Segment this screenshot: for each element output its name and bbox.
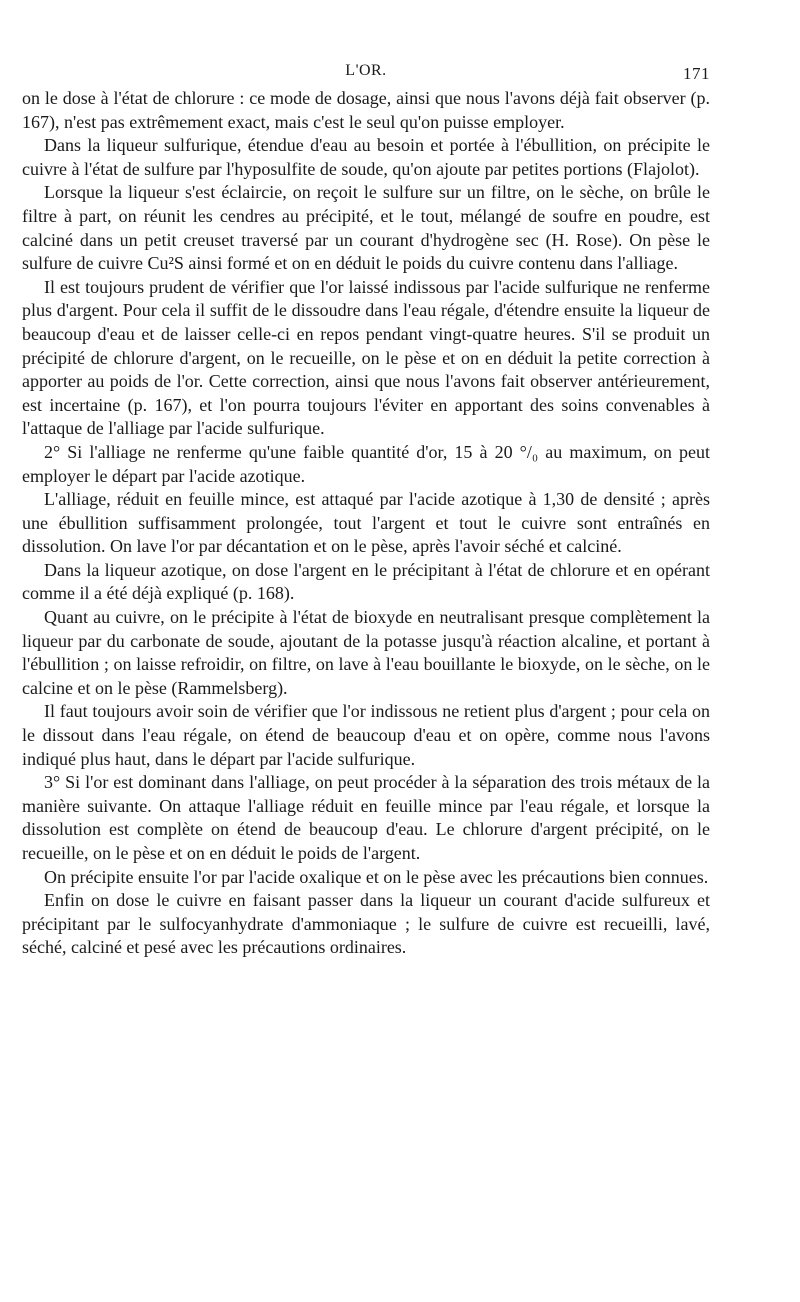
paragraph: Dans la liqueur sulfurique, étendue d'eau au besoin et portée à l'ébullition, on précipite le cuivre à l'état de sulfure par l'hyposulfite de soude, qu'on ajoute par petites portions (Flajolot).	[22, 135, 710, 179]
paragraph: Enfin on dose le cuivre en faisant passer dans la liqueur un courant d'acide sulfureux et précipitant par le sulfocyanhydrate d'ammoniaque ; le sulfure de cuivre est recueilli, lavé, séché, calciné et pesé avec les précautions ordinaires.	[22, 890, 710, 958]
paragraph: Dans la liqueur azotique, on dose l'argent en le précipitant à l'état de chlorure et en opérant comme il a été déjà expliqué (p. 168).	[22, 559, 710, 604]
book-page	[22, 50, 710, 960]
paragraph: Il faut toujours avoir soin de vérifier que l'or indissous ne retient plus d'argent ; pour cela on le dissout dans l'eau régale, on étend de beaucoup d'eau et on opère, comme nous l'avons indiqué plus haut, dans le départ par l'acide sulfurique.	[22, 701, 710, 769]
page-number: 171	[683, 64, 710, 83]
paragraph: 3° Si l'or est dominant dans l'alliage, on peut procéder à la séparation des trois métaux de la manière suivante. On attaque l'alliage réduit en feuille mince par l'eau régale, et lorsque la dissolution est complète on étend de beaucoup d'eau. Le chlorure d'argent précipité, on le recueille, on le pèse et on en déduit le poids de l'argent.	[22, 772, 710, 863]
running-title: L'OR.	[345, 62, 387, 79]
paragraph: On précipite ensuite l'or par l'acide oxalique et on le pèse avec les précautions bien connues.	[44, 866, 709, 887]
paragraph: Quant au cuivre, on le précipite à l'état de bioxyde en neutralisant presque complètement la liqueur par du carbonate de soude, ajoutant de la potasse jusqu'à réaction alcaline, et portant à l'ébullition ; on laisse refroidir, on filtre, on lave à l'eau bouillante le bioxyde, on le sèche, on le calcine et on le pèse (Rammelsberg).	[22, 607, 710, 698]
paragraph: Il est toujours prudent de vérifier que l'or laissé indissous par l'acide sulfurique ne renferme plus d'argent. Pour cela il suffit de le dissoudre dans l'eau régale, d'étendre ensuite la liqueur de beaucoup d'eau et de laisser celle-ci en repos pendant vingt-quatre heures. S'il se produit un précipité de chlorure d'argent, on le recueille, on le pèse et on en déduit la petite correction à apporter au poids de l'or. Cette correction, ainsi que nous l'avons fait observer antérieurement, est incertaine (p. 167), et l'on pourra toujours l'éviter en apportant des soins convenables à l'attaque de l'alliage par l'acide sulfurique.	[22, 276, 710, 439]
paragraph: Lorsque la liqueur s'est éclaircie, on reçoit le sulfure sur un filtre, on le sèche, on brûle le filtre à part, on réunit les cendres au précipité, et le tout, mélangé de soufre en poudre, est calciné dans un petit creuset traversé par un courant d'hydrogène sec (H. Rose). On pèse le sulfure de cuivre Cu²S ainsi formé et on en déduit le poids du cuivre contenu dans l'alliage.	[22, 182, 710, 274]
paragraph: L'alliage, réduit en feuille mince, est attaqué par l'acide azotique à 1,30 de densité ; après une ébullition suffisamment prolongée, tout l'argent et tout le cuivre sont entraînés en dissolution. On lave l'or par décantation et on le pèse, après l'avoir séché et calciné.	[22, 489, 710, 557]
body-text	[22, 87, 710, 960]
running-head	[22, 50, 710, 83]
paragraph: on le dose à l'état de chlorure : ce mode de dosage, ainsi que nous l'avons déjà fait observer (p. 167), n'est pas extrêmement exact, mais c'est le seul qu'on puisse employer.	[22, 88, 710, 132]
paragraph: 2° Si l'alliage ne renferme qu'une faible quantité d'or, 15 à 20 °/₀ au maximum, on peut employer le départ par l'acide azotique.	[22, 441, 710, 486]
